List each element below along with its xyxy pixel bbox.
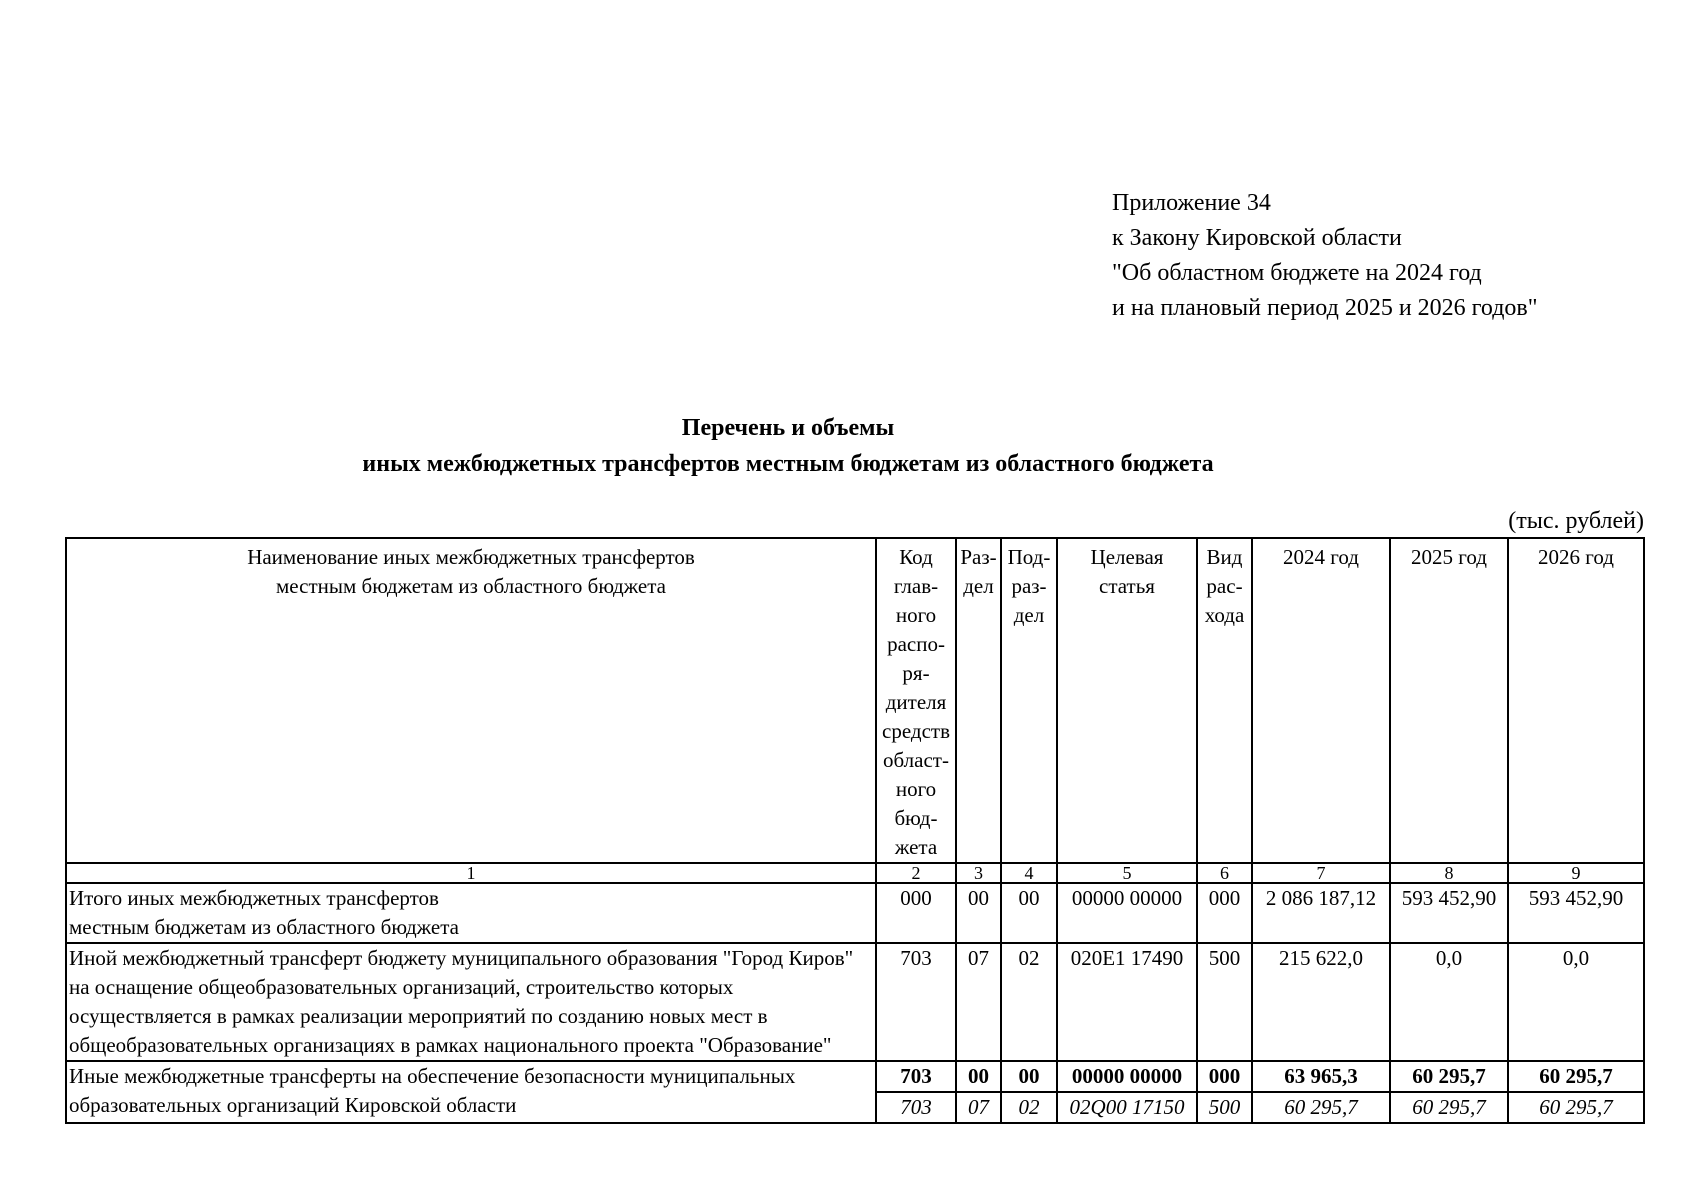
row-2024: 63 965,3 bbox=[1252, 1061, 1390, 1092]
header-vid bbox=[1197, 538, 1252, 863]
row-celevaya: 020E1 17490 bbox=[1057, 943, 1197, 1061]
header-kod-line: ря- bbox=[902, 661, 930, 685]
table-row-security bbox=[66, 1061, 1644, 1092]
row-podrazdel: 02 bbox=[1001, 1092, 1057, 1123]
row-razdel: 00 bbox=[956, 1061, 1001, 1092]
header-vid-line: хода bbox=[1204, 603, 1245, 627]
row-name: Иной межбюджетный трансферт бюджету муниципального образования "Город Киров" на оснащение общеобразовательных организаций, строительство которых осуществляется в рамках реализации мероприятий по созданию новых мест в общеобразовательных организациях в рамках национального проекта "Образование" bbox=[66, 943, 876, 1061]
row-kod: 000 bbox=[876, 883, 956, 943]
row-name: Иные межбюджетные трансферты на обеспечение безопасности муниципальных образовательных организаций Кировской области bbox=[66, 1061, 876, 1123]
header-kod-line: дителя bbox=[885, 690, 947, 714]
header-name-line: Наименование иных межбюджетных трансфертов bbox=[247, 545, 695, 569]
row-2024: 215 622,0 bbox=[1252, 943, 1390, 1061]
header-razdel-line: дел bbox=[963, 574, 994, 598]
column-number: 1 bbox=[66, 863, 876, 883]
title-line-1: Перечень и объемы bbox=[681, 415, 895, 441]
row-razdel: 07 bbox=[956, 1092, 1001, 1123]
header-vid-line: рас- bbox=[1206, 574, 1243, 598]
appendix-block bbox=[1112, 186, 1538, 326]
column-number: 2 bbox=[876, 863, 956, 883]
header-name-line: местным бюджетам из областного бюджета bbox=[276, 574, 666, 598]
row-razdel: 00 bbox=[956, 883, 1001, 943]
transfers-table bbox=[65, 537, 1645, 1124]
header-podrazdel bbox=[1001, 538, 1057, 863]
header-kod-line: средств bbox=[882, 719, 950, 743]
table-row bbox=[66, 943, 1644, 1061]
row-2025: 60 295,7 bbox=[1390, 1092, 1508, 1123]
header-kod bbox=[876, 538, 956, 863]
row-celevaya: 02Q00 17150 bbox=[1057, 1092, 1197, 1123]
column-number: 4 bbox=[1001, 863, 1057, 883]
row-2024: 60 295,7 bbox=[1252, 1092, 1390, 1123]
appendix-line: и на плановый период 2025 и 2026 годов" bbox=[1112, 295, 1538, 321]
appendix-line: "Об областном бюджете на 2024 год bbox=[1112, 260, 1482, 286]
header-podrazdel-line: Под- bbox=[1007, 545, 1051, 569]
row-kod: 703 bbox=[876, 1092, 956, 1123]
appendix-line: к Закону Кировской области bbox=[1112, 225, 1402, 251]
row-2024: 2 086 187,12 bbox=[1252, 883, 1390, 943]
row-podrazdel: 00 bbox=[1001, 1061, 1057, 1092]
header-celevaya-line: Целевая bbox=[1090, 545, 1164, 569]
header-kod-line: ного bbox=[895, 777, 937, 801]
column-numbers-row bbox=[66, 863, 1644, 883]
column-number: 6 bbox=[1197, 863, 1252, 883]
header-2026: 2026 год bbox=[1508, 538, 1644, 863]
row-name: Итого иных межбюджетных трансфертов местным бюджетам из областного бюджета bbox=[66, 883, 876, 943]
row-2025: 0,0 bbox=[1390, 943, 1508, 1061]
appendix-line: Приложение 34 bbox=[1112, 190, 1271, 216]
document-title bbox=[0, 410, 1696, 482]
row-2026: 60 295,7 bbox=[1508, 1092, 1644, 1123]
row-vid: 000 bbox=[1197, 883, 1252, 943]
units-label: (тыс. рублей) bbox=[1508, 508, 1644, 534]
header-razdel bbox=[956, 538, 1001, 863]
header-kod-line: ного bbox=[895, 603, 937, 627]
row-razdel: 07 bbox=[956, 943, 1001, 1061]
column-number: 3 bbox=[956, 863, 1001, 883]
header-razdel-line: Раз- bbox=[960, 545, 997, 569]
header-kod-line: Код bbox=[899, 545, 933, 569]
row-podrazdel: 02 bbox=[1001, 943, 1057, 1061]
header-kod-line: глав- bbox=[893, 574, 939, 598]
row-vid: 000 bbox=[1197, 1061, 1252, 1092]
header-celevaya-line: статья bbox=[1099, 574, 1155, 598]
row-2025: 593 452,90 bbox=[1390, 883, 1508, 943]
header-2024: 2024 год bbox=[1252, 538, 1390, 863]
header-vid-line: Вид bbox=[1206, 545, 1243, 569]
row-2026: 60 295,7 bbox=[1508, 1061, 1644, 1092]
header-celevaya bbox=[1057, 538, 1197, 863]
table-row-total bbox=[66, 883, 1644, 943]
row-2026: 593 452,90 bbox=[1508, 883, 1644, 943]
row-2026: 0,0 bbox=[1508, 943, 1644, 1061]
column-number: 7 bbox=[1252, 863, 1390, 883]
column-number: 9 bbox=[1508, 863, 1644, 883]
column-number: 5 bbox=[1057, 863, 1197, 883]
header-2025: 2025 год bbox=[1390, 538, 1508, 863]
header-kod-line: распо- bbox=[887, 632, 945, 656]
column-number: 8 bbox=[1390, 863, 1508, 883]
header-kod-line: област- bbox=[883, 748, 949, 772]
row-vid: 500 bbox=[1197, 1092, 1252, 1123]
title-line-2: иных межбюджетных трансфертов местным бюджетам из областного бюджета bbox=[362, 451, 1214, 477]
table-header-row bbox=[66, 538, 1644, 863]
header-name bbox=[66, 538, 876, 863]
row-kod: 703 bbox=[876, 1061, 956, 1092]
header-kod-line: бюд- bbox=[894, 806, 938, 830]
row-2025: 60 295,7 bbox=[1390, 1061, 1508, 1092]
header-kod-line: жета bbox=[894, 835, 938, 859]
row-podrazdel: 00 bbox=[1001, 883, 1057, 943]
row-celevaya: 00000 00000 bbox=[1057, 1061, 1197, 1092]
header-podrazdel-line: дел bbox=[1013, 603, 1045, 627]
row-celevaya: 00000 00000 bbox=[1057, 883, 1197, 943]
row-vid: 500 bbox=[1197, 943, 1252, 1061]
header-podrazdel-line: раз- bbox=[1011, 574, 1047, 598]
row-kod: 703 bbox=[876, 943, 956, 1061]
